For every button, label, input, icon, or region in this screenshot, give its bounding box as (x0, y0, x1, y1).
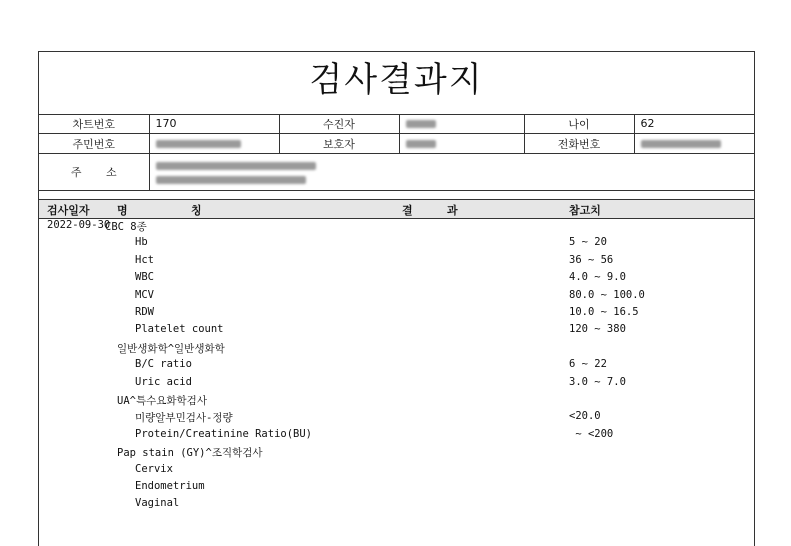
patient-info-table (39, 114, 754, 191)
result-test-name: Vaginal (135, 497, 180, 510)
col-name-2: 칭 (191, 204, 202, 217)
phone-redacted (634, 134, 754, 154)
document-title: 검사결과지 (309, 60, 484, 100)
result-test-name: WBC (135, 271, 154, 284)
result-row (39, 376, 754, 393)
results-column-header (39, 199, 754, 219)
info-row-2 (39, 134, 754, 154)
result-row (39, 323, 754, 340)
result-reference: 36 ~ 56 (569, 253, 614, 266)
patient-name-redacted (399, 114, 524, 134)
result-test-name: Platelet count (135, 323, 224, 336)
guardian-name-redacted (399, 134, 524, 154)
col-name-1: 명 (117, 204, 128, 217)
result-row (39, 358, 754, 375)
patient-label: 수진자 (279, 114, 399, 134)
result-row (39, 236, 754, 253)
result-test-name: Uric acid (135, 375, 192, 388)
result-test-name: RDW (135, 306, 154, 318)
col-result-1: 결 (402, 204, 413, 217)
col-date: 검사일자 (47, 204, 90, 217)
age-label: 나이 (524, 114, 634, 134)
result-row (39, 445, 754, 462)
col-reference: 참고치 (569, 204, 601, 217)
chart-no-value: 170 (149, 114, 279, 134)
result-row (39, 306, 754, 323)
result-row (39, 271, 754, 288)
result-sheet (38, 51, 755, 546)
chart-no-label: 차트번호 (39, 114, 149, 134)
result-test-name: Endometrium (135, 480, 205, 492)
result-reference: 4.0 ~ 9.0 (569, 271, 626, 284)
result-test-name: UA^특수요화학검사 (117, 395, 207, 407)
result-row (39, 219, 754, 236)
result-row (39, 463, 754, 480)
result-test-name: B/C ratio (135, 358, 192, 371)
result-test-name: Pap stain (GY)^조직학검사 (117, 447, 263, 460)
address-redacted (149, 154, 754, 191)
phone-label: 전화번호 (524, 134, 634, 154)
title-row (39, 52, 754, 115)
result-row (39, 428, 754, 445)
result-row (39, 393, 754, 410)
result-test-name: 일반생화학^일반생화학 (117, 342, 225, 355)
result-row (39, 480, 754, 497)
result-row (39, 497, 754, 514)
result-reference: 120 ~ 380 (569, 323, 626, 336)
result-test-name: Cervix (135, 462, 173, 475)
result-test-name: Hb (135, 236, 148, 249)
result-reference: 10.0 ~ 16.5 (569, 306, 639, 318)
result-row (39, 341, 754, 358)
result-row (39, 254, 754, 271)
info-row-3 (39, 154, 754, 191)
rrn-label: 주민번호 (39, 134, 149, 154)
result-row (39, 410, 754, 427)
result-row (39, 289, 754, 306)
result-reference: 3.0 ~ 7.0 (569, 375, 626, 388)
result-test-name: Protein/Creatinine Ratio(BU) (135, 427, 313, 440)
result-test-name: MCV (135, 288, 154, 301)
result-test-name: Hct (135, 253, 154, 266)
result-test-name: CBC 8종 (105, 221, 147, 233)
info-row-1 (39, 114, 754, 134)
col-result-2: 과 (447, 204, 458, 217)
age-value: 62 (634, 114, 754, 134)
result-reference: 6 ~ 22 (569, 358, 607, 371)
guardian-label: 보호자 (279, 134, 399, 154)
result-reference: 5 ~ 20 (569, 236, 607, 249)
result-test-name: 미량알부민검사-정량 (135, 412, 233, 425)
result-reference: <20.0 (569, 410, 601, 423)
result-date: 2022-09-30 (47, 219, 111, 231)
address-label: 주 소 (39, 154, 149, 191)
result-reference: 80.0 ~ 100.0 (569, 288, 645, 301)
result-reference: ~ <200 (569, 427, 614, 440)
rrn-redacted (149, 134, 279, 154)
